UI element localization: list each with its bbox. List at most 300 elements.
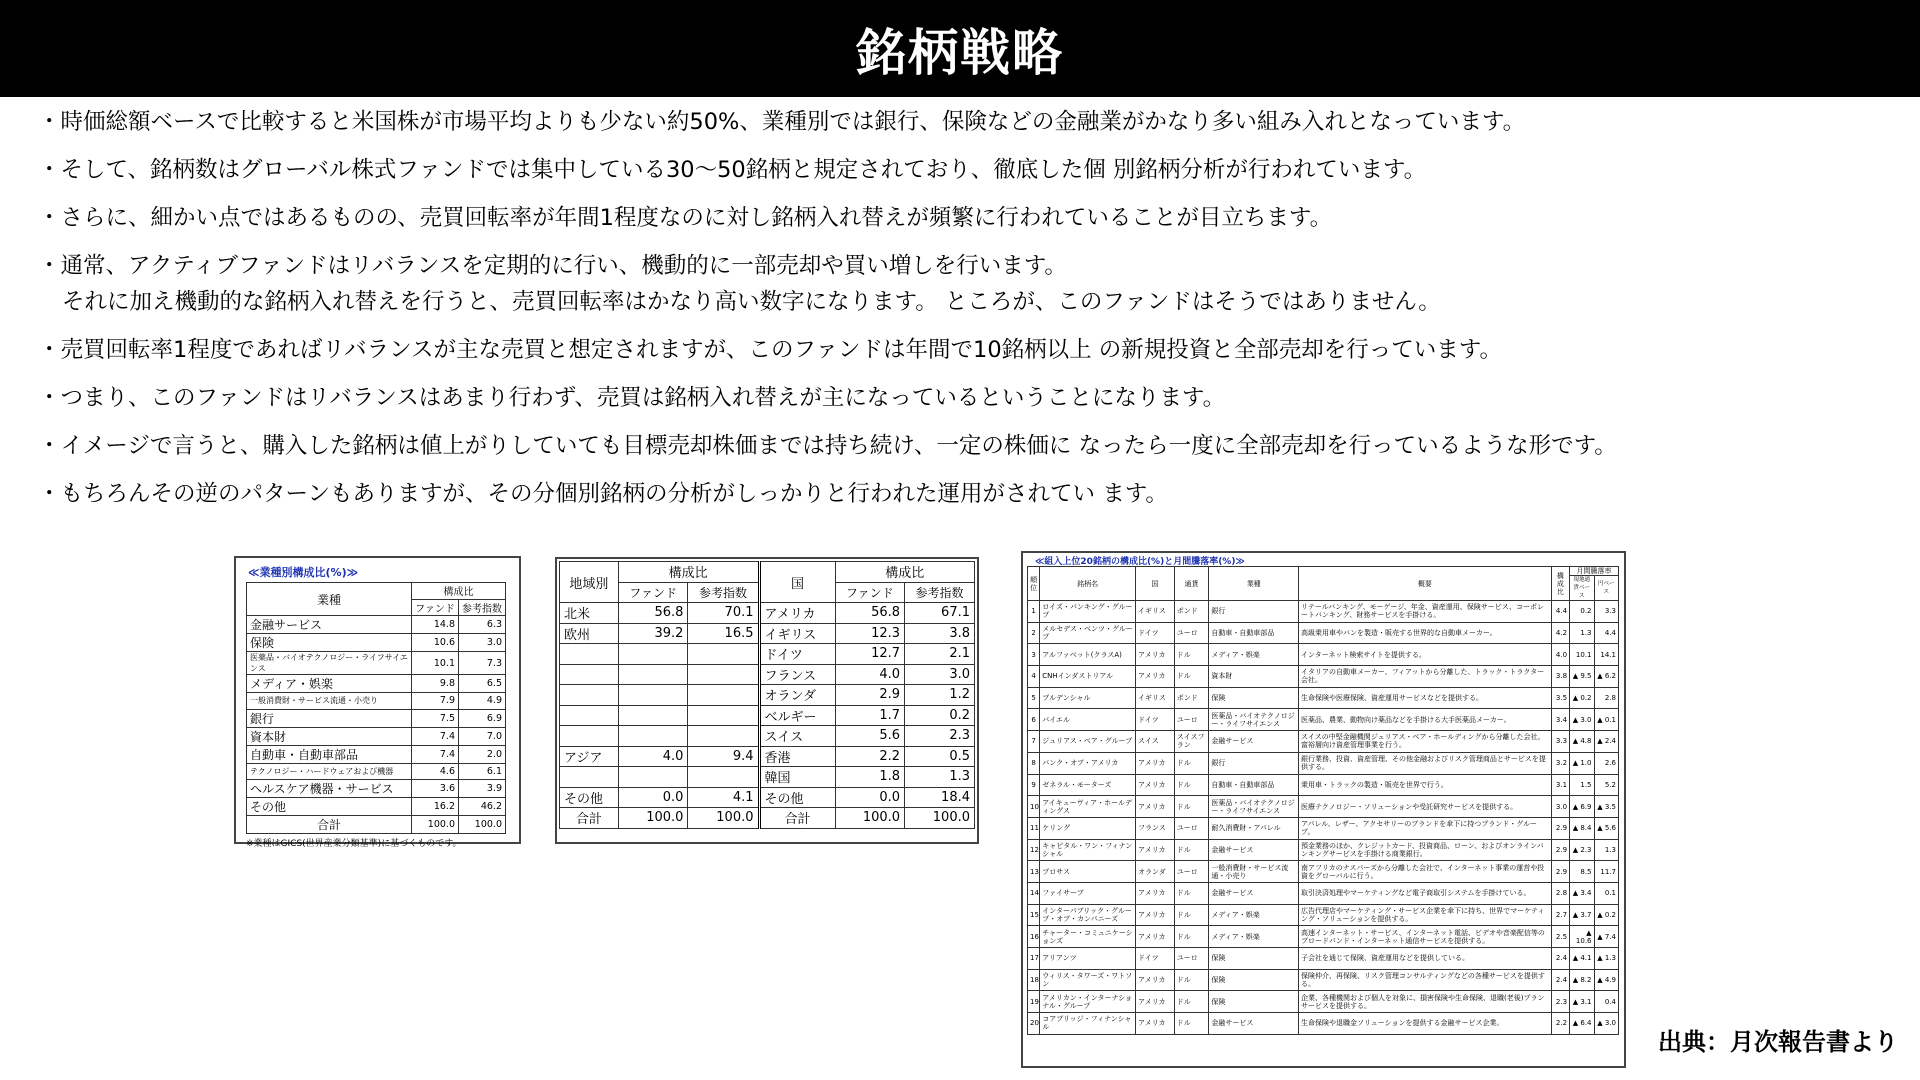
top20-ratio: 3.1: [1551, 774, 1569, 796]
region-head-region: 地域別: [560, 562, 619, 603]
sector-fund: 7.5: [412, 709, 459, 727]
top20-country: イギリス: [1136, 687, 1175, 709]
top20-currency: スイスフラン: [1174, 731, 1209, 753]
country-fund: 1.7: [835, 705, 905, 726]
top20-yen: ▲ 5.6: [1594, 817, 1619, 839]
region-fund: 39.2: [618, 623, 688, 644]
top20-currency: ドル: [1174, 926, 1209, 948]
top20-local: 0.2: [1570, 601, 1594, 623]
top20-name: アメリカン・インターナショナル・グループ: [1040, 991, 1136, 1013]
sector-name: 医薬品・バイオテクノロジー・ライフサイエンス: [247, 652, 412, 675]
top20-summary: イタリアの自動車メーカー、フィアットから分離した、トラック・トラクター会社。: [1299, 666, 1552, 688]
table-row: [1028, 709, 1619, 731]
table-row: [247, 798, 506, 816]
top20-summary: 医薬品、農業、動物向け薬品などを手掛ける大手医薬品メーカー。: [1299, 709, 1552, 731]
top20-country: アメリカ: [1136, 904, 1175, 926]
table-row: [247, 634, 506, 652]
top20-summary: 預金業務のほか、クレジットカード、投資商品、ローン、およびオンラインバンキングサービスを手掛ける商業銀行。: [1299, 839, 1552, 861]
region-name: [560, 664, 619, 685]
sector-fund: 9.8: [412, 675, 459, 693]
region-head-ratio: 構成比: [618, 562, 759, 583]
country-name: オランダ: [759, 685, 835, 706]
top20-ratio: 4.4: [1551, 601, 1569, 623]
table-row: [1028, 817, 1619, 839]
top20-country: アメリカ: [1136, 1013, 1175, 1035]
sector-ref: 46.2: [459, 798, 506, 816]
sector-total-ref: 100.0: [459, 816, 506, 834]
top20-currency: ドル: [1174, 796, 1209, 818]
country-fund: 0.0: [835, 787, 905, 808]
top20-name: メルセデス・ベンツ・グループ: [1040, 622, 1136, 644]
country-fund: 1.8: [835, 767, 905, 788]
top20-yen: 2.8: [1594, 687, 1619, 709]
top20-currency: ユーロ: [1174, 948, 1209, 970]
top20-ratio: 2.4: [1551, 948, 1569, 970]
top20-ratio: 2.3: [1551, 991, 1569, 1013]
bullet-line: ・通常、アクティブファンドはリバランスを定期的に行い、機動的に一部売却や買い増しを行います。: [38, 253, 1067, 279]
top20-ratio: 2.4: [1551, 969, 1569, 991]
top20-rank: 4: [1028, 666, 1040, 688]
bullet-item: [38, 476, 1898, 512]
table-row: [247, 652, 506, 675]
table-row: [247, 745, 506, 763]
sector-head-ref: 参考指数: [459, 599, 506, 616]
top20-currency: ポンド: [1174, 601, 1209, 623]
region-head-fund: ファンド: [618, 582, 688, 603]
region-fund: [618, 726, 688, 747]
top20-summary: アパレル、レザー、アクセサリーのブランドを傘下に持つブランド・グループ。: [1299, 817, 1552, 839]
top20-summary: インターネット検索サイトを提供する。: [1299, 644, 1552, 666]
country-fund: 5.6: [835, 726, 905, 747]
country-name: 香港: [759, 746, 835, 767]
sector-name: 一般消費財・サービス流通・小売り: [247, 693, 412, 710]
top20-name: ウィリス・タワーズ・ワトソン: [1040, 969, 1136, 991]
top20-yen: 14.1: [1594, 644, 1619, 666]
top20-rank: 17: [1028, 948, 1040, 970]
top20-rank: 7: [1028, 731, 1040, 753]
region-name: アジア: [560, 746, 619, 767]
title-bar: [0, 0, 1920, 97]
top20-country: アメリカ: [1136, 752, 1175, 774]
table-row: [247, 763, 506, 780]
region-fund: [618, 705, 688, 726]
country-fund: 56.8: [835, 603, 905, 624]
table-row: [247, 727, 506, 745]
top20-industry: 保険: [1209, 948, 1299, 970]
sector-ref: 4.9: [459, 693, 506, 710]
region-fund: [618, 664, 688, 685]
top20-ratio: 2.7: [1551, 904, 1569, 926]
top20-summary: 高級乗用車やバンを製造・販売する世界的な自動車メーカー。: [1299, 622, 1552, 644]
top20-head-ratio: 構成比: [1551, 567, 1569, 601]
region-ref: [688, 726, 759, 747]
country-ref: 1.2: [905, 685, 975, 706]
top20-name: コアブリッジ・フィナンシャル: [1040, 1013, 1136, 1035]
top20-name: ブルデンシャル: [1040, 687, 1136, 709]
bullet-list: [38, 104, 1898, 524]
top20-industry: 医薬品・バイオテクノロジー・ライフサイエンス: [1209, 709, 1299, 731]
top20-name: インターパブリック・グループ・オブ・カンパニーズ: [1040, 904, 1136, 926]
region-name: [560, 726, 619, 747]
top20-local: ▲ 4.1: [1570, 948, 1594, 970]
top20-industry: 金融サービス: [1209, 839, 1299, 861]
country-ref: 0.2: [905, 705, 975, 726]
top20-country: アメリカ: [1136, 796, 1175, 818]
region-name: [560, 767, 619, 788]
sector-name: テクノロジー・ハードウェアおよび機器: [247, 763, 412, 780]
top20-yen: 11.7: [1594, 861, 1619, 883]
top20-industry: 金融サービス: [1209, 731, 1299, 753]
top20-rank: 6: [1028, 709, 1040, 731]
top20-industry: 保険: [1209, 687, 1299, 709]
top20-industry: 自動車・自動車部品: [1209, 774, 1299, 796]
sector-fund: 7.4: [412, 727, 459, 745]
table-row: [1028, 752, 1619, 774]
region-total-label: 合計: [560, 808, 619, 829]
top20-ratio: 2.8: [1551, 882, 1569, 904]
top20-local: ▲ 3.4: [1570, 882, 1594, 904]
source-note: 出典：月次報告書より: [1658, 1028, 1898, 1056]
top20-summary: 生命保険や医療保険、資産運用サービスなどを提供する。: [1299, 687, 1552, 709]
region-ref: [688, 644, 759, 665]
top20-yen: 4.4: [1594, 622, 1619, 644]
top20-rank: 15: [1028, 904, 1040, 926]
sector-name: メディア・娯楽: [247, 675, 412, 693]
top20-rank: 2: [1028, 622, 1040, 644]
top20-ratio: 4.2: [1551, 622, 1569, 644]
top20-head-currency: 通貨: [1174, 567, 1209, 601]
top20-country: オランダ: [1136, 861, 1175, 883]
bullet-item: [38, 380, 1898, 416]
top20-local: 10.1: [1570, 644, 1594, 666]
bullet-item: [38, 428, 1898, 464]
top20-ratio: 2.2: [1551, 1013, 1569, 1035]
top20-local: ▲ 3.7: [1570, 904, 1594, 926]
table-row: [1028, 969, 1619, 991]
region-ref: 4.1: [688, 787, 759, 808]
top20-rank: 18: [1028, 969, 1040, 991]
sector-name: 金融サービス: [247, 616, 412, 634]
top20-ratio: 2.9: [1551, 861, 1569, 883]
top20-ratio: 3.0: [1551, 796, 1569, 818]
top20-head-yen: 円ベース: [1594, 576, 1619, 601]
table-row: [1028, 991, 1619, 1013]
top20-country: スイス: [1136, 731, 1175, 753]
top20-industry: 金融サービス: [1209, 1013, 1299, 1035]
top20-name: バンク・オブ・アメリカ: [1040, 752, 1136, 774]
top20-industry: 金融サービス: [1209, 882, 1299, 904]
region-head-ratio-2: 構成比: [835, 562, 975, 583]
top20-currency: ドル: [1174, 752, 1209, 774]
sector-ref: 3.0: [459, 634, 506, 652]
region-fund: 0.0: [618, 787, 688, 808]
region-name: 欧州: [560, 623, 619, 644]
country-fund: 2.2: [835, 746, 905, 767]
top20-summary: 南アフリカのナスパーズから分離した会社で、インターネット事業の運営や投資をグローバルに行う。: [1299, 861, 1552, 883]
top20-industry: 保険: [1209, 991, 1299, 1013]
sector-ref: 7.3: [459, 652, 506, 675]
top20-currency: ドル: [1174, 969, 1209, 991]
top20-name: ジュリアス・ベア・グループ: [1040, 731, 1136, 753]
sector-table-caption: ≪業種別構成比(%)≫: [248, 566, 359, 579]
top20-country: アメリカ: [1136, 991, 1175, 1013]
top20-summary: 高速インターネット・サービス、インターネット電話、ビデオや音楽配信等のブロードバンド・インターネット通信サービスを提供する。: [1299, 926, 1552, 948]
region-name: その他: [560, 787, 619, 808]
table-row: [1028, 622, 1619, 644]
top20-yen: 0.1: [1594, 882, 1619, 904]
top20-country: ドイツ: [1136, 709, 1175, 731]
top20-rank: 9: [1028, 774, 1040, 796]
top20-yen: ▲ 0.1: [1594, 709, 1619, 731]
table-row: [247, 675, 506, 693]
top20-currency: ドル: [1174, 666, 1209, 688]
top20-local: ▲ 3.0: [1570, 709, 1594, 731]
country-name: 韓国: [759, 767, 835, 788]
top20-ratio: 2.5: [1551, 926, 1569, 948]
region-total-row: [560, 808, 975, 829]
top20-industry: メディア・娯楽: [1209, 904, 1299, 926]
country-total-ref: 100.0: [905, 808, 975, 829]
top20-local: 8.5: [1570, 861, 1594, 883]
sector-ref: 6.1: [459, 763, 506, 780]
country-fund: 12.7: [835, 644, 905, 665]
sector-fund: 14.8: [412, 616, 459, 634]
top20-currency: ユーロ: [1174, 622, 1209, 644]
top20-currency: ユーロ: [1174, 817, 1209, 839]
country-name: イギリス: [759, 623, 835, 644]
bullet-line: ・さらに、細かい点ではあるものの、売買回転率が年間1程度なのに対し銘柄入れ替えが頻繁に行われていることが目立ちます。: [38, 205, 1333, 231]
region-fund: [618, 767, 688, 788]
region-name: 北米: [560, 603, 619, 624]
top20-ratio: 3.4: [1551, 709, 1569, 731]
country-ref: 18.4: [905, 787, 975, 808]
country-name: ベルギー: [759, 705, 835, 726]
sector-name: 自動車・自動車部品: [247, 745, 412, 763]
bullet-line: ・イメージで言うと、購入した銘柄は値上がりしていても目標売却株価までは持ち続け、一定の株価に なったら一度に全部売却を行っているような形です。: [38, 433, 1617, 459]
top20-currency: ユーロ: [1174, 861, 1209, 883]
top20-local: 1.5: [1570, 774, 1594, 796]
sector-fund: 10.1: [412, 652, 459, 675]
top20-name: ゼネラル・モーターズ: [1040, 774, 1136, 796]
top20-country: アメリカ: [1136, 882, 1175, 904]
bullet-item: [38, 200, 1898, 236]
table-row: [1028, 926, 1619, 948]
country-total-fund: 100.0: [835, 808, 905, 829]
page-title: 銘柄戦略: [856, 23, 1064, 82]
bullet-item: [38, 152, 1898, 188]
table-row: [1028, 904, 1619, 926]
region-ref: 9.4: [688, 746, 759, 767]
country-fund: 2.9: [835, 685, 905, 706]
top20-industry: 医薬品・バイオテクノロジー・ライフサイエンス: [1209, 796, 1299, 818]
top20-local: ▲ 1.0: [1570, 752, 1594, 774]
region-fund: 56.8: [618, 603, 688, 624]
top20-rank: 20: [1028, 1013, 1040, 1035]
region-total-fund: 100.0: [618, 808, 688, 829]
region-name: [560, 705, 619, 726]
top20-name: ロイズ・バンキング・グループ: [1040, 601, 1136, 623]
country-name: ドイツ: [759, 644, 835, 665]
country-ref: 2.1: [905, 644, 975, 665]
bullet-item: [38, 248, 1898, 320]
country-ref: 3.0: [905, 664, 975, 685]
top20-rank: 3: [1028, 644, 1040, 666]
top20-yen: 0.4: [1594, 991, 1619, 1013]
table-row: [1028, 601, 1619, 623]
bullet-line: ・そして、銘柄数はグローバル株式ファンドでは集中している30〜50銘柄と規定されており、徹底した個 別銘柄分析が行われています。: [38, 157, 1427, 183]
table-row: [247, 780, 506, 798]
top20-head-local: 現地通貨ベース: [1570, 576, 1594, 601]
region-ref: 70.1: [688, 603, 759, 624]
top20-name: ファイサーブ: [1040, 882, 1136, 904]
top20-local: ▲ 6.9: [1570, 796, 1594, 818]
region-head-country: 国: [759, 562, 835, 603]
country-head-ref: 参考指数: [905, 582, 975, 603]
sector-table: [234, 556, 521, 850]
sector-fund: 7.9: [412, 693, 459, 710]
top20-table: [1021, 551, 1626, 1068]
sector-ref: 6.3: [459, 616, 506, 634]
sector-name: 保険: [247, 634, 412, 652]
top20-head-monthly: 月間騰落率: [1570, 567, 1619, 576]
country-name: スイス: [759, 726, 835, 747]
top20-currency: ドル: [1174, 882, 1209, 904]
country-total-label: 合計: [759, 808, 835, 829]
top20-summary: 銀行業務、投資、資産管理、その他金融およびリスク管理商品とサービスを提供する。: [1299, 752, 1552, 774]
top20-currency: ドル: [1174, 644, 1209, 666]
table-row: [560, 726, 975, 747]
top20-local: ▲ 4.8: [1570, 731, 1594, 753]
table-row: [1028, 948, 1619, 970]
sector-ref: 3.9: [459, 780, 506, 798]
top20-yen: ▲ 0.2: [1594, 904, 1619, 926]
top20-country: アメリカ: [1136, 926, 1175, 948]
table-row: [247, 693, 506, 710]
top20-name: バイエル: [1040, 709, 1136, 731]
top20-yen: ▲ 3.0: [1594, 1013, 1619, 1035]
table-row: [560, 664, 975, 685]
bullet-line: それに加え機動的な銘柄入れ替えを行うと、売買回転率はかなり高い数字になります。 ところが、このファンドはそうではありません。: [62, 289, 1441, 315]
country-head-fund: ファンド: [835, 582, 905, 603]
table-row: [1028, 774, 1619, 796]
top20-local: ▲ 8.4: [1570, 817, 1594, 839]
top20-industry: メディア・娯楽: [1209, 644, 1299, 666]
sector-name: 資本財: [247, 727, 412, 745]
top20-summary: 取引決済処理やマーケティングなど電子商取引システムを手掛けている。: [1299, 882, 1552, 904]
top20-head-country: 国: [1136, 567, 1175, 601]
top20-industry: 銀行: [1209, 601, 1299, 623]
top20-local: 1.3: [1570, 622, 1594, 644]
top20-local: ▲ 9.5: [1570, 666, 1594, 688]
top20-ratio: 3.2: [1551, 752, 1569, 774]
country-name: アメリカ: [759, 603, 835, 624]
top20-country: イギリス: [1136, 601, 1175, 623]
top20-industry: 銀行: [1209, 752, 1299, 774]
sector-fund: 3.6: [412, 780, 459, 798]
sector-total-label: 合計: [247, 816, 412, 834]
table-row: [560, 644, 975, 665]
top20-head-rank: 順位: [1028, 567, 1040, 601]
top20-rank: 13: [1028, 861, 1040, 883]
top20-name: プロサス: [1040, 861, 1136, 883]
top20-rank: 5: [1028, 687, 1040, 709]
sector-ref: 2.0: [459, 745, 506, 763]
top20-currency: ユーロ: [1174, 709, 1209, 731]
top20-name: ケリング: [1040, 817, 1136, 839]
country-ref: 1.3: [905, 767, 975, 788]
top20-local: ▲ 10.6: [1570, 926, 1594, 948]
top20-name: CNHインダストリアル: [1040, 666, 1136, 688]
top20-industry: 耐久消費財・アパレル: [1209, 817, 1299, 839]
top20-head-name: 銘柄名: [1040, 567, 1136, 601]
top20-country: アメリカ: [1136, 969, 1175, 991]
top20-industry: メディア・娯楽: [1209, 926, 1299, 948]
top20-currency: ドル: [1174, 991, 1209, 1013]
table-row: [560, 787, 975, 808]
sector-fund: 16.2: [412, 798, 459, 816]
top20-yen: ▲ 2.4: [1594, 731, 1619, 753]
sector-head-fund: ファンド: [412, 599, 459, 616]
top20-country: アメリカ: [1136, 839, 1175, 861]
sector-footnote: ※業種はGICS(世界産業分類基準)に基づくものです。: [246, 839, 462, 850]
bullet-line: ・もちろんその逆のパターンもありますが、その分個別銘柄の分析がしっかりと行われた運用がされてい ます。: [38, 481, 1168, 507]
top20-summary: 生命保険や退職金ソリューションを提供する金融サービス企業。: [1299, 1013, 1552, 1035]
table-row: [247, 616, 506, 634]
top20-ratio: 2.9: [1551, 839, 1569, 861]
top20-yen: ▲ 3.5: [1594, 796, 1619, 818]
table-row: [560, 746, 975, 767]
top20-industry: 保険: [1209, 969, 1299, 991]
table-row: [1028, 1013, 1619, 1035]
table-row: [247, 709, 506, 727]
table-row: [1028, 687, 1619, 709]
bullet-line: ・つまり、このファンドはリバランスはあまり行わず、売買は銘柄入れ替えが主になっているということになります。: [38, 385, 1226, 411]
top20-country: フランス: [1136, 817, 1175, 839]
top20-yen: 1.3: [1594, 839, 1619, 861]
top20-ratio: 4.0: [1551, 644, 1569, 666]
table-row: [1028, 796, 1619, 818]
top20-local: ▲ 3.1: [1570, 991, 1594, 1013]
top20-industry: 資本財: [1209, 666, 1299, 688]
region-fund: 4.0: [618, 746, 688, 767]
table-row: [1028, 839, 1619, 861]
top20-yen: 3.3: [1594, 601, 1619, 623]
sector-fund: 10.6: [412, 634, 459, 652]
top20-head-summary: 概要: [1299, 567, 1552, 601]
top20-summary: リテールバンキング、モーゲージ、年金、資産運用、保険サービス、コーポレートバンキング、財務サービスを手掛ける。: [1299, 601, 1552, 623]
top20-name: アリアンツ: [1040, 948, 1136, 970]
region-ref: 16.5: [688, 623, 759, 644]
bullet-item: [38, 104, 1898, 140]
top20-country: ドイツ: [1136, 622, 1175, 644]
region-ref: [688, 705, 759, 726]
sector-fund: 7.4: [412, 745, 459, 763]
top20-currency: ドル: [1174, 1013, 1209, 1035]
top20-industry: 自動車・自動車部品: [1209, 622, 1299, 644]
top20-country: ドイツ: [1136, 948, 1175, 970]
table-row: [1028, 731, 1619, 753]
region-ref: [688, 685, 759, 706]
region-name: [560, 644, 619, 665]
table-row: [560, 705, 975, 726]
sector-ref: 6.5: [459, 675, 506, 693]
top20-name: アイキューヴィア・ホールディングス: [1040, 796, 1136, 818]
top20-summary: 医療テクノロジー・ソリューションや受託研究サービスを提供する。: [1299, 796, 1552, 818]
top20-industry: 一般消費財・サービス流通・小売り: [1209, 861, 1299, 883]
region-ref: [688, 664, 759, 685]
bullet-line: ・時価総額ベースで比較すると米国株が市場平均よりも少ない約50%、業種別では銀行、保険などの金融業がかなり多い組み入れとなっています。: [38, 109, 1526, 135]
top20-yen: ▲ 4.9: [1594, 969, 1619, 991]
